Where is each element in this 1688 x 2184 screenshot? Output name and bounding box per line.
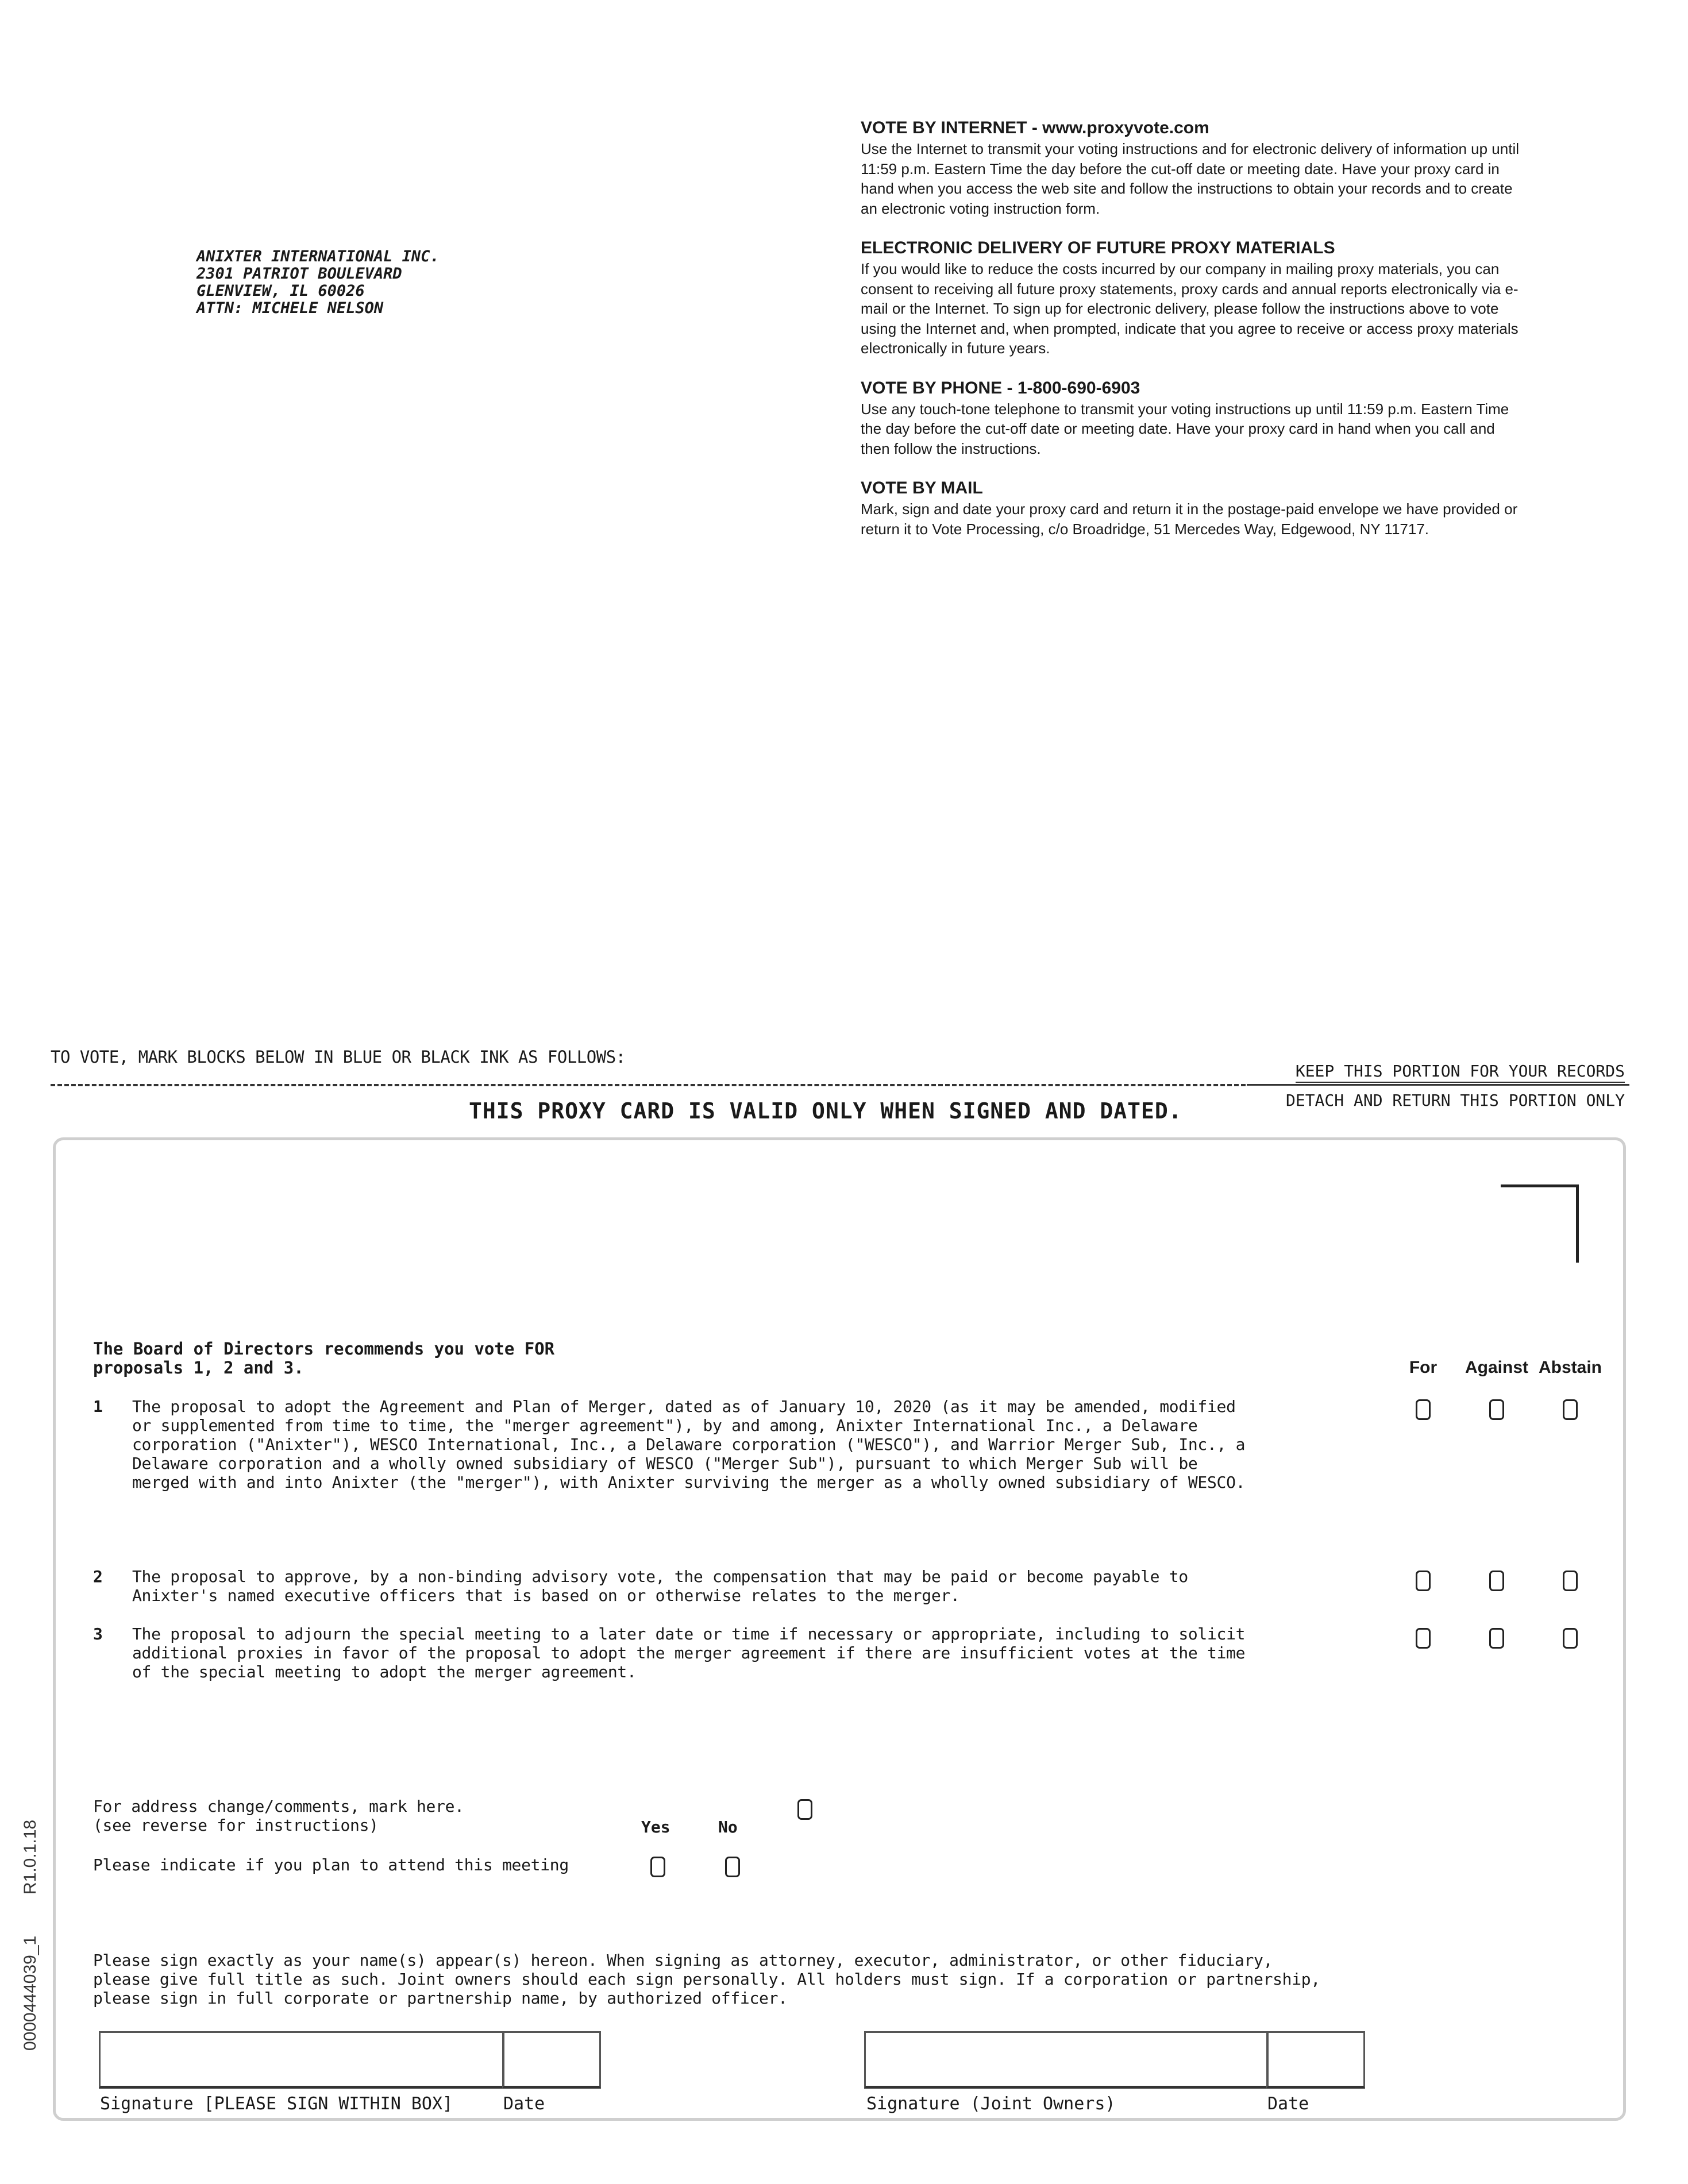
voting-instructions: [861, 117, 1527, 558]
vote-by-phone-body: Use any touch-tone telephone to transmit your voting instructions up until 11:59 p.m. Eastern Time the day before the cut-off date or meeting date. Have your proxy card in hand when you call and then follow the instructions.: [861, 400, 1509, 457]
joint-signature-date-box[interactable]: [1266, 2031, 1365, 2089]
address-change-label: For address change/comments, mark here.: [93, 1797, 464, 1816]
proposal-2-for-checkbox[interactable]: [1416, 1571, 1431, 1591]
column-abstain: Abstain: [1538, 1358, 1602, 1377]
attend-meeting-label: Please indicate if you plan to attend this meeting: [93, 1855, 569, 1874]
proposal-2-abstain-checkbox[interactable]: [1563, 1571, 1578, 1591]
vote-by-phone-heading: VOTE BY PHONE - 1-800-690-6903: [861, 378, 1140, 398]
board-recommendation-line: proposals 1, 2 and 3.: [93, 1358, 304, 1377]
no-column-label: No: [718, 1818, 738, 1836]
electronic-delivery-heading: ELECTRONIC DELIVERY OF FUTURE PROXY MATERIALS: [861, 238, 1335, 257]
column-against: Against: [1465, 1358, 1528, 1377]
keep-portion-label: KEEP THIS PORTION FOR YOUR RECORDS: [1296, 1062, 1625, 1083]
proposal-number: 1: [93, 1397, 103, 1416]
proposal-text: The proposal to adopt the Agreement and Plan of Merger, dated as of January 10, 2020 (as it may be amended, modified or supplemented from time to time, the "merger agreement"), by and among, Anixter International Inc., a Delaware corporation ("Anixter"), WESCO International, Inc., a Delaware corporation ("WESCO"), and Warrior Merger Sub, Inc., a Delaware corporation and a wholly owned subsidiary of WESCO ("Merger Sub"), pursuant to which Merger Sub will be merged with and into Anixter (the "merger"), with Anixter surviving the merger as a wholly owned subsidiary of WESCO.: [132, 1397, 1246, 1492]
proposal-number: 2: [93, 1567, 103, 1586]
tear-line: [51, 1084, 1246, 1086]
proposal-number: 3: [93, 1625, 103, 1643]
form-version-code: R1.0.1.18: [21, 1819, 40, 1894]
proposal-1-abstain-checkbox[interactable]: [1563, 1399, 1578, 1420]
proposal-text: The proposal to adjourn the special meeting to a later date or time if necessary or appropriate, including to solicit additional proxies in favor of the proposal to adopt the merger agreement if there are insufficient votes at the time of the special meeting to adopt the merger agreement.: [132, 1625, 1246, 1681]
vote-by-internet-section: [861, 117, 1527, 218]
return-address: [196, 248, 440, 317]
proposal-3-for-checkbox[interactable]: [1416, 1628, 1431, 1649]
vote-by-mail-heading: VOTE BY MAIL: [861, 479, 983, 497]
signature-label: Signature [PLEASE SIGN WITHIN BOX]: [100, 2094, 453, 2114]
board-recommendation-line: The Board of Directors recommends you vote FOR: [93, 1339, 555, 1359]
address-change-note: (see reverse for instructions): [93, 1816, 379, 1835]
proposal-1-against-checkbox[interactable]: [1489, 1399, 1504, 1420]
signature-date-label: Date: [503, 2094, 545, 2114]
tear-line-solid: [1247, 1084, 1629, 1086]
board-recommendation: [93, 1340, 554, 1377]
address-change-checkbox[interactable]: [797, 1799, 812, 1820]
proposal-text: The proposal to approve, by a non-binding advisory vote, the compensation that may be paid or become payable to Anixter's named executive officers that is based on or otherwise relates to the merger.: [132, 1567, 1188, 1605]
proposal-3-against-checkbox[interactable]: [1489, 1628, 1504, 1649]
vote-by-phone-section: [861, 377, 1527, 459]
ink-instructions: TO VOTE, MARK BLOCKS BELOW IN BLUE OR BLACK INK AS FOLLOWS:: [51, 1047, 626, 1067]
return-address-line: 2301 PATRIOT BOULEVARD: [196, 265, 402, 283]
signature-date-box[interactable]: [502, 2031, 601, 2089]
electronic-delivery-section: [861, 237, 1527, 358]
joint-signature-date-label: Date: [1267, 2094, 1309, 2114]
return-address-line: ANIXTER INTERNATIONAL INC.: [196, 248, 440, 265]
electronic-delivery-body: If you would like to reduce the costs incurred by our company in mailing proxy materials, you can consent to receiving all future proxy statements, proxy cards and annual reports electronically via e-mail or the Internet. To sign up for electronic delivery, please follow the instructions above to vote using the Internet and, when prompted, indicate that you agree to receive or access proxy materials electronically in future years.: [861, 260, 1519, 357]
return-address-line: GLENVIEW, IL 60026: [196, 282, 365, 300]
proposal-2-against-checkbox[interactable]: [1489, 1571, 1504, 1591]
vote-by-internet-heading: VOTE BY INTERNET - www.proxyvote.com: [861, 118, 1209, 137]
vote-by-mail-body: Mark, sign and date your proxy card and return it in the postage-paid envelope we have provided or return it to Vote Processing, c/o Broadridge, 51 Mercedes Way, Edgewood, NY 11717.: [861, 500, 1518, 538]
attend-yes-checkbox[interactable]: [650, 1857, 665, 1877]
signing-instructions: Please sign exactly as your name(s) appear(s) hereon. When signing as attorney, executor, administrator, or other fiduciary, please give full title as such. Joint owners should each sign personally. All holders must sign. If a corporation or partnership, please sign in full corporate or partnership name, by authorized officer.: [93, 1951, 1320, 2008]
validity-notice: THIS PROXY CARD IS VALID ONLY WHEN SIGNED AND DATED.: [469, 1098, 1182, 1124]
signature-box[interactable]: [99, 2031, 504, 2089]
vote-by-internet-body: Use the Internet to transmit your voting instructions and for electronic delivery of information up until 11:59 p.m. Eastern Time the day before the cut-off date or meeting date. Have your proxy card in hand when you access the web site and follow the instructions to obtain your records and to create an electronic voting instruction form.: [861, 140, 1520, 217]
proposal-3-abstain-checkbox[interactable]: [1563, 1628, 1578, 1649]
return-address-line: ATTN: MICHELE NELSON: [196, 299, 384, 317]
yes-column-label: Yes: [641, 1818, 670, 1836]
column-for: For: [1409, 1358, 1438, 1377]
proposal-1-for-checkbox[interactable]: [1416, 1399, 1431, 1420]
registration-corner-mark: [1501, 1184, 1579, 1263]
attend-no-checkbox[interactable]: [725, 1857, 740, 1877]
detach-portion-label: DETACH AND RETURN THIS PORTION ONLY: [1285, 1091, 1625, 1110]
document-control-code: 0000444039_1: [21, 1935, 40, 2051]
vote-by-mail-section: [861, 477, 1527, 539]
joint-signature-label: Signature (Joint Owners): [866, 2094, 1116, 2114]
joint-signature-box[interactable]: [864, 2031, 1269, 2089]
